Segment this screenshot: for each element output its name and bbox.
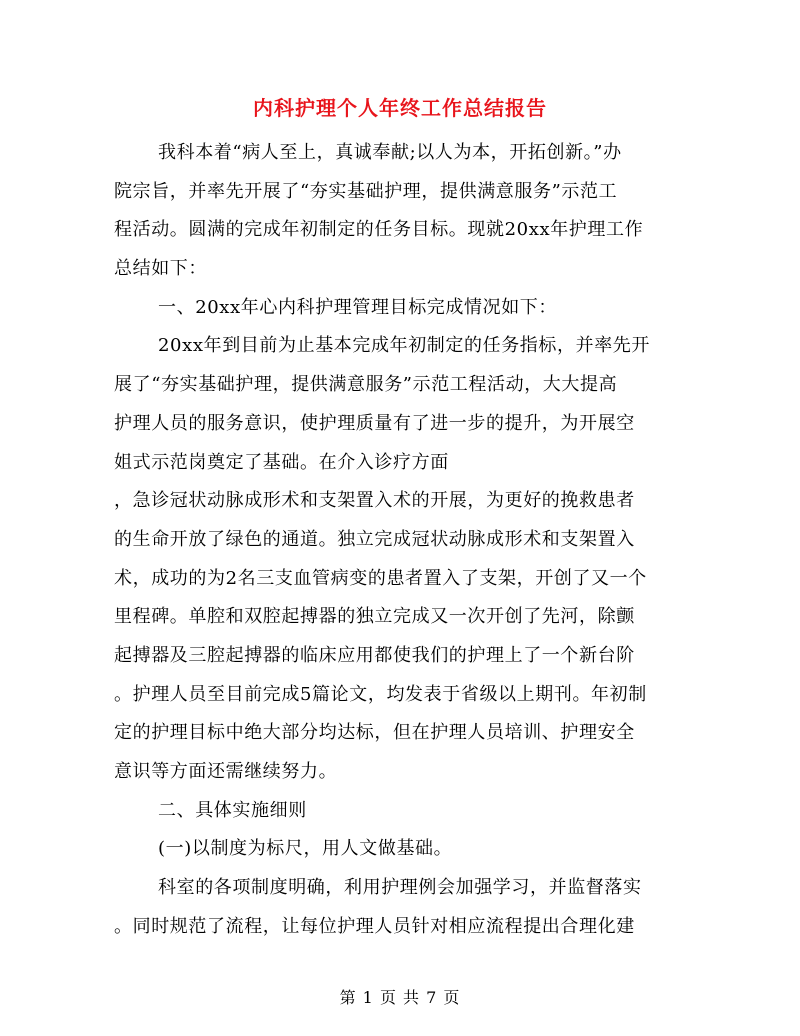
paragraph-line: 展了“夯实基础护理，提供满意服务”示范工程活动，大大提高 bbox=[114, 374, 618, 396]
paragraph-line: 护理人员的服务意识，使护理质量有了进一步的提升，为开展空 bbox=[114, 412, 635, 434]
paragraph-line: 的生命开放了绿色的通道。独立完成冠状动脉成形术和支架置入 bbox=[114, 528, 635, 550]
paragraph-line: 术，成功的为2名三支血管病变的患者置入了支架，开创了又一个 bbox=[114, 567, 647, 589]
paragraph-line: ，急诊冠状动脉成形术和支架置入术的开展，为更好的挽救患者 bbox=[114, 490, 635, 512]
subsection-heading: (一)以制度为标尺，用人文做基础。 bbox=[158, 838, 453, 860]
paragraph-line: 我科本着“病人至上，真诚奉献;以人为本，开拓创新。”办 bbox=[158, 142, 622, 163]
paragraph-line: 意识等方面还需继续努力。 bbox=[114, 761, 338, 782]
paragraph-line: 起搏器及三腔起搏器的临床应用都使我们的护理上了一个新台阶 bbox=[114, 644, 635, 666]
paragraph-line: 定的护理目标中绝大部分均达标，但在护理人员培训、护理安全 bbox=[114, 722, 635, 744]
paragraph-line: 里程碑。单腔和双腔起搏器的独立完成又一次开创了先河，除颤 bbox=[114, 606, 635, 628]
section-heading: 二、具体实施细则 bbox=[158, 799, 307, 821]
paragraph-line: 20xx年到目前为止基本完成年初制定的任务指标，并率先开 bbox=[158, 335, 651, 357]
paragraph-line: 姐式示范岗奠定了基础。在介入诊疗方面 bbox=[114, 451, 449, 473]
page-footer: 第 1 页 共 7 页 bbox=[339, 988, 461, 1007]
paragraph-line: 科室的各项制度明确，利用护理例会加强学习，并监督落实 bbox=[158, 877, 642, 899]
paragraph-line: 程活动。圆满的完成年初制定的任务目标。现就20xx年护理工作 bbox=[114, 219, 644, 241]
document-body bbox=[114, 134, 674, 946]
paragraph-line: 。护理人员至目前完成5篇论文，均发表于省级以上期刊。年初制 bbox=[114, 683, 647, 705]
document-title: 内科护理个人年终工作总结报告 bbox=[253, 96, 547, 120]
section-heading: 一、20xx年心内科护理管理目标完成情况如下： bbox=[158, 296, 558, 318]
paragraph-line: 。同时规范了流程，让每位护理人员针对相应流程提出合理化建 bbox=[114, 915, 635, 937]
paragraph-line: 总结如下： bbox=[114, 258, 207, 280]
paragraph-line: 院宗旨，并率先开展了“夯实基础护理，提供满意服务”示范工 bbox=[114, 180, 618, 202]
